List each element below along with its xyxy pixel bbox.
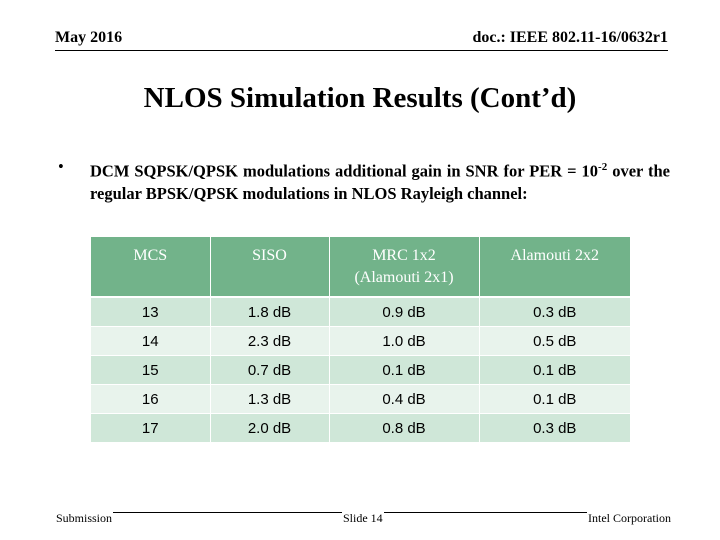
cell-alamouti: 0.5 dB (479, 327, 630, 356)
column-header-mcs: MCS (91, 237, 210, 297)
cell-mrc: 0.8 dB (329, 414, 479, 443)
table-row (91, 414, 630, 443)
cell-mcs: 14 (91, 327, 210, 356)
bullet-marker: • (58, 157, 64, 176)
table-row (91, 356, 630, 385)
cell-mcs: 16 (91, 385, 210, 414)
bullet-superscript: -2 (598, 161, 608, 173)
footer-slide-number: Slide 14 (343, 511, 383, 525)
column-header-siso: SISO (210, 237, 329, 297)
cell-siso: 0.7 dB (210, 356, 329, 385)
cell-alamouti: 0.1 dB (479, 356, 630, 385)
cell-mrc: 1.0 dB (329, 327, 479, 356)
footer-organization: Intel Corporation (588, 511, 671, 525)
header-date: May 2016 (55, 29, 123, 46)
cell-alamouti: 0.3 dB (479, 414, 630, 443)
cell-siso: 2.3 dB (210, 327, 329, 356)
column-header-alamouti: Alamouti 2x2 (479, 237, 630, 297)
header-doc-id: doc.: IEEE 802.11-16/0632r1 (472, 29, 668, 46)
bullet-text-part2: over the regular BPSK/QPSK modulations in NLOS Rayleigh channel: (90, 161, 670, 203)
cell-siso: 1.8 dB (210, 297, 329, 327)
cell-mrc: 0.4 dB (329, 385, 479, 414)
column-header-mrc-line1: MRC 1x2 (372, 247, 436, 264)
table-row (91, 297, 630, 327)
cell-alamouti: 0.3 dB (479, 297, 630, 327)
snr-gain-table (91, 237, 630, 443)
column-header-mrc-line2: (Alamouti 2x1) (354, 269, 454, 286)
slide-title: NLOS Simulation Results (Cont’d) (143, 82, 577, 114)
cell-siso: 1.3 dB (210, 385, 329, 414)
cell-siso: 2.0 dB (210, 414, 329, 443)
cell-mcs: 15 (91, 356, 210, 385)
column-header-mrc (329, 237, 479, 297)
cell-mcs: 13 (91, 297, 210, 327)
table-row (91, 327, 630, 356)
cell-mcs: 17 (91, 414, 210, 443)
footer-submission: Submission (56, 511, 113, 525)
table-header-row (91, 237, 630, 297)
cell-mrc: 0.1 dB (329, 356, 479, 385)
cell-alamouti: 0.1 dB (479, 385, 630, 414)
table-row (91, 385, 630, 414)
cell-mrc: 0.9 dB (329, 297, 479, 327)
bullet-text-part1: DCM SQPSK/QPSK modulations additional gain in SNR for PER = 10 (90, 161, 599, 181)
header-divider (55, 50, 668, 51)
bullet-text (90, 156, 670, 205)
